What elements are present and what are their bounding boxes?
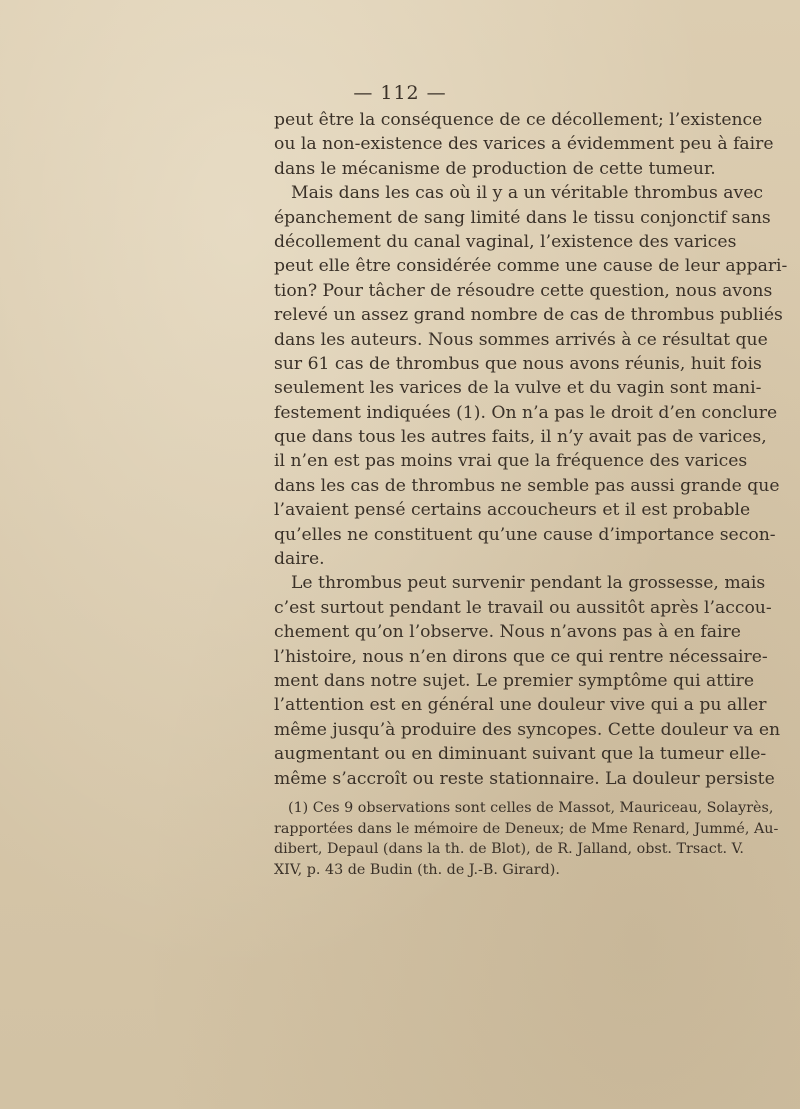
text-line: sur 61 cas de thrombus que nous avons réunis, huit fois — [274, 353, 762, 374]
text-line: seulement les varices de la vulve et du vagin sont mani- — [274, 378, 762, 399]
text-line: ou la non-existence des varices a évidemment peu à faire — [274, 134, 774, 155]
text-line: dans les auteurs. Nous sommes arrivés à ce résultat que — [274, 329, 768, 350]
page-number: — 112 — — [353, 82, 447, 104]
text-line: daire. — [274, 549, 325, 570]
text-line: chement qu’on l’observe. Nous n’avons pas à en faire — [274, 622, 741, 643]
text-line: c’est surtout pendant le travail ou aussitôt après l’accou- — [274, 597, 772, 618]
footnote — [274, 798, 779, 880]
text-line: dans le mécanisme de production de cette tumeur. — [274, 158, 716, 179]
text-line: augmentant ou en diminuant suivant que la tumeur elle- — [274, 744, 767, 765]
text-line: dans les cas de thrombus ne semble pas aussi grande que — [274, 475, 780, 496]
text-line: que dans tous les autres faits, il n’y avait pas de varices, — [274, 427, 767, 448]
footnote-line: dibert, Depaul (dans la th. de Blot), de R. Jalland, obst. Trsact. V. — [274, 841, 744, 857]
text-line: festement indiquées (1). On n’a pas le droit d’en conclure — [274, 402, 778, 423]
text-line: Mais dans les cas où il y a un véritable thrombus avec — [291, 183, 763, 204]
text-line: même s’accroît ou reste stationnaire. La douleur persiste — [274, 768, 775, 789]
text-line: l’attention est en général une douleur vive qui a pu aller — [274, 695, 767, 716]
text-line: l’avaient pensé certains accoucheurs et il est probable — [274, 500, 751, 521]
footnote-line: (1) Ces 9 observations sont celles de Massot, Mauriceau, Solayrès, — [288, 800, 774, 816]
text-line: qu’elles ne constituent qu’une cause d’importance secon- — [274, 524, 776, 545]
text-line: il n’en est pas moins vrai que la fréquence des varices — [274, 451, 748, 472]
text-line: Le thrombus peut survenir pendant la grossesse, mais — [291, 573, 766, 594]
text-line: peut elle être considérée comme une cause de leur appari- — [274, 256, 788, 277]
text-line: ment dans notre sujet. Le premier symptôme qui attire — [274, 670, 754, 691]
text-line: peut être la conséquence de ce décollement; l’existence — [274, 110, 763, 130]
footnote-line: rapportées dans le mémoire de Deneux; de Mme Renard, Jummé, Au- — [274, 820, 779, 837]
text-line: même jusqu’à produire des syncopes. Cette douleur va en — [274, 719, 781, 740]
text-line: relevé un assez grand nombre de cas de thrombus publiés — [274, 305, 783, 326]
text-line: épanchement de sang limité dans le tissu conjonctif sans — [274, 207, 771, 228]
body-text — [274, 108, 788, 791]
text-line: tion? Pour tâcher de résoudre cette question, nous avons — [274, 280, 773, 301]
text-line: décollement du canal vaginal, l’existence des varices — [274, 231, 737, 252]
footnote-line: XIV, p. 43 de Budin (th. de J.-B. Girard). — [274, 861, 560, 878]
text-line: l’histoire, nous n’en dirons que ce qui rentre nécessaire- — [274, 646, 768, 667]
